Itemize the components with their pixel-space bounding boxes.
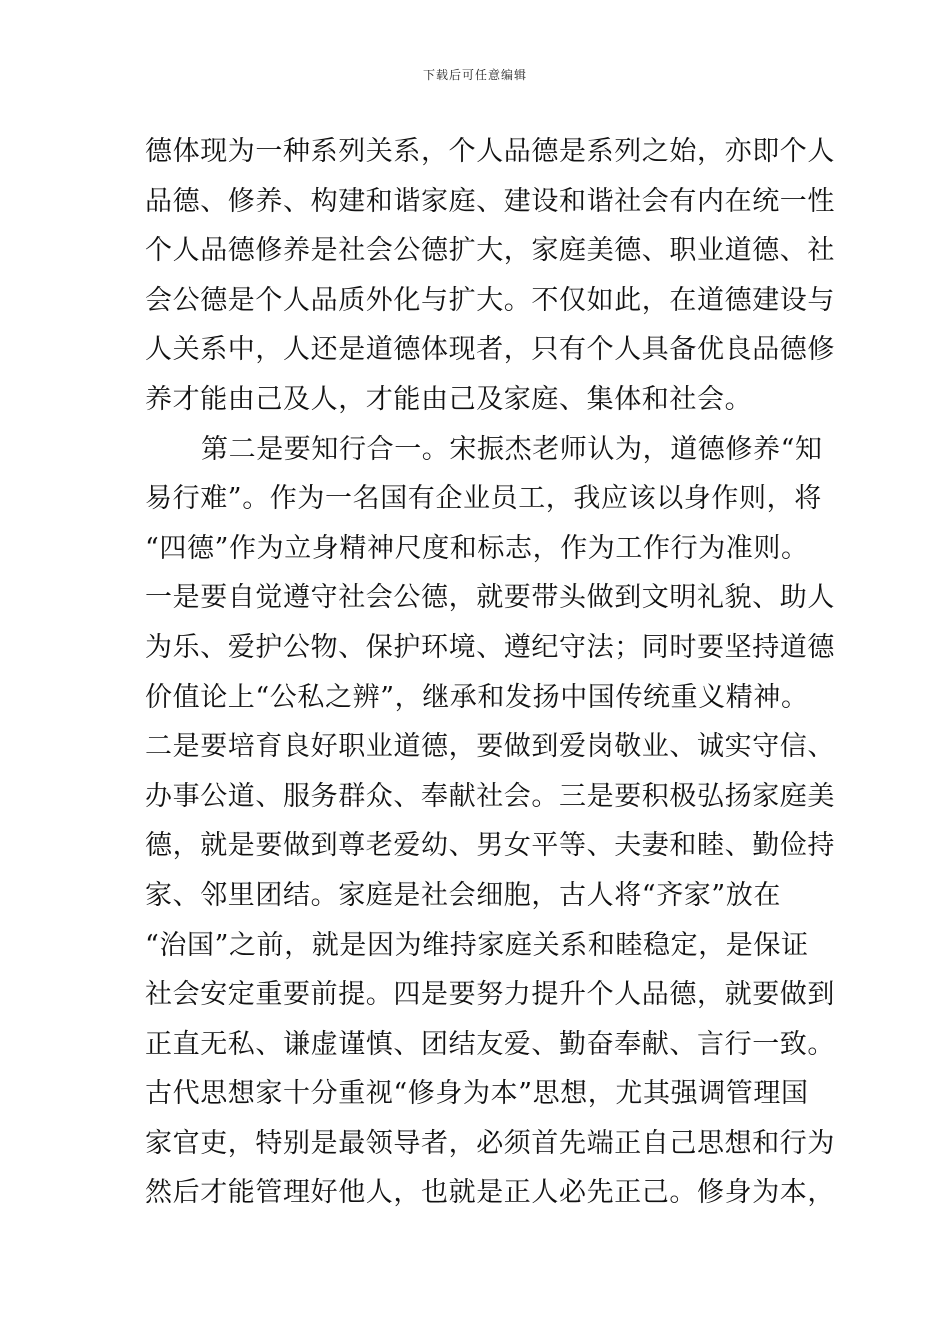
text-line-8: 易行难”。作为一名国有企业员工，我应该以身作则，将 bbox=[145, 483, 822, 515]
text-line-6: 养才能由己及人，才能由己及家庭、集体和社会。 bbox=[145, 383, 753, 415]
text-line-16: 家、邻里团结。家庭是社会细胞，古人将“齐家”放在 bbox=[145, 879, 782, 911]
text-line-3: 个人品德修养是社会公德扩大，家庭美德、职业道德、社 bbox=[145, 235, 835, 267]
text-line-19: 正直无私、谦虚谨慎、团结友爱、勤奋奉献、言行一致。 bbox=[145, 1028, 835, 1060]
text-line-22: 然后才能管理好他人，也就是正人必先正己。修身为本， bbox=[145, 1177, 835, 1209]
paragraph-start-line: 第二是要知行合一。宋振杰老师认为，道德修养“知 bbox=[201, 433, 823, 465]
text-line-12: 价值论上“公私之辨”，继承和发扬中国传统重义精神。 bbox=[145, 681, 809, 713]
text-line-10: 一是要自觉遵守社会公德，就要带头做到文明礼貌、助人 bbox=[145, 582, 835, 614]
document-body bbox=[145, 127, 835, 1218]
page-header: 下载后可任意编辑 bbox=[422, 68, 527, 82]
text-line-11: 为乐、爱护公物、保护环境、遵纪守法；同时要坚持道德 bbox=[145, 631, 835, 663]
text-line-21: 家官吏，特别是最领导者，必须首先端正自己思想和行为 bbox=[145, 1127, 835, 1159]
text-line-20: 古代思想家十分重视“修身为本”思想，尤其强调管理国 bbox=[145, 1078, 809, 1110]
text-line-4: 会公德是个人品质外化与扩大。不仅如此，在道德建设与 bbox=[145, 284, 835, 316]
text-line-14: 办事公道、服务群众、奉献社会。三是要积极弘扬家庭美 bbox=[145, 780, 835, 812]
text-line-18: 社会安定重要前提。四是要努力提升个人品德，就要做到 bbox=[145, 979, 835, 1011]
text-line-15: 德，就是要做到尊老爱幼、男女平等、夫妻和睦、勤俭持 bbox=[145, 830, 835, 862]
text-line-1: 德体现为一种系列关系，个人品德是系列之始，亦即个人 bbox=[145, 136, 835, 167]
text-line-9: “四德”作为立身精神尺度和标志，作为工作行为准则。 bbox=[145, 532, 809, 564]
text-line-17: “治国”之前，就是因为维持家庭关系和睦稳定，是保证 bbox=[145, 929, 809, 961]
text-line-5: 人关系中，人还是道德体现者，只有个人具备优良品德修 bbox=[145, 334, 835, 366]
text-line-2: 品德、修养、构建和谐家庭、建设和谐社会有内在统一性 bbox=[145, 185, 835, 217]
text-line-13: 二是要培育良好职业道德，要做到爱岗敬业、诚实守信、 bbox=[145, 731, 835, 763]
